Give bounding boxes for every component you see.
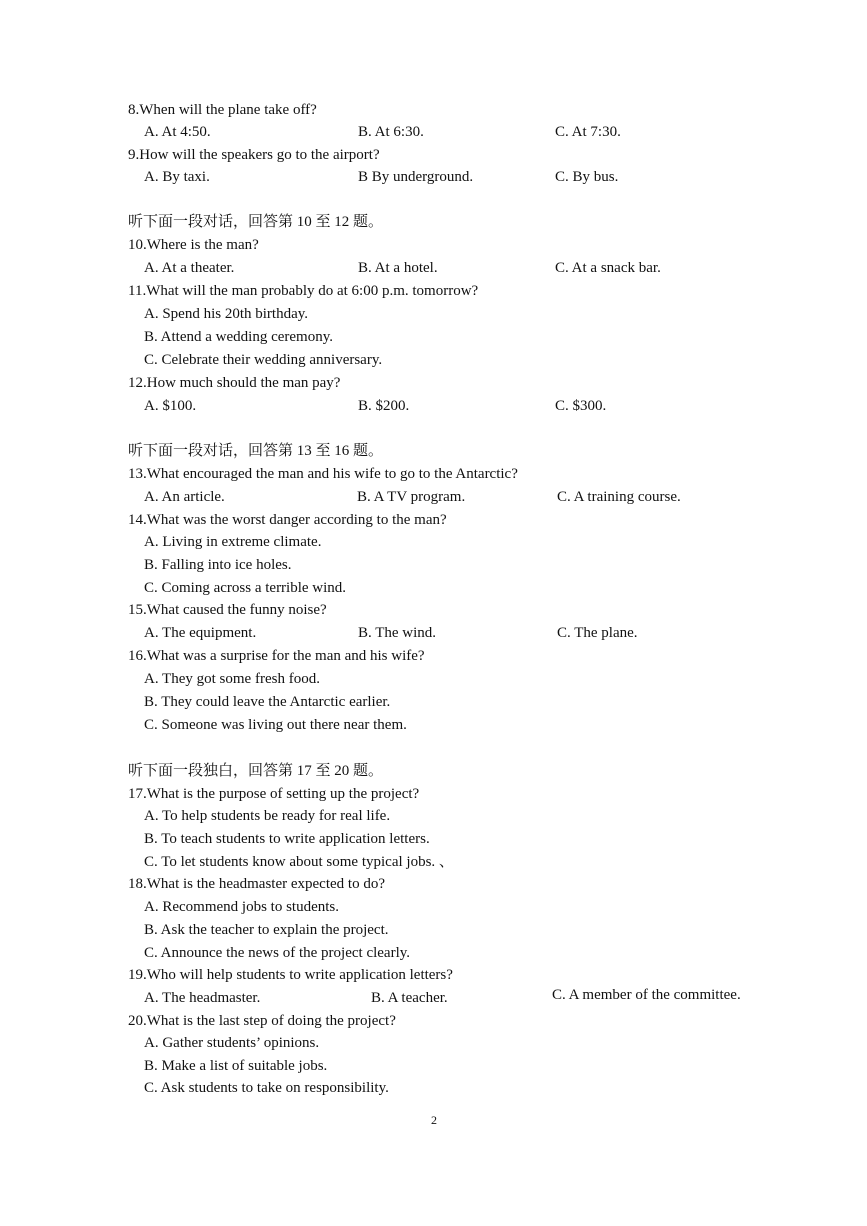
q20-option-c: C. Ask students to take on responsibility. — [144, 1080, 389, 1096]
section-heading-17-20: 听下面一段独白，回答第 17 至 20 题。 — [128, 763, 384, 779]
section-heading-10-12: 听下面一段对话，回答第 10 至 12 题。 — [128, 214, 384, 230]
q19-option-b: B. A teacher. — [371, 990, 448, 1006]
q10-option-b: B. At a hotel. — [358, 260, 438, 276]
q16-option-c: C. Someone was living out there near them. — [144, 717, 407, 733]
q13-option-c: C. A training course. — [557, 489, 681, 505]
q19-option-a: A. The headmaster. — [144, 990, 261, 1006]
q14-option-c: C. Coming across a terrible wind. — [144, 580, 347, 596]
question-12: 12.How much should the man pay? — [128, 375, 341, 391]
q8-option-c: C. At 7:30. — [555, 124, 621, 140]
question-20: 20.What is the last step of doing the project? — [128, 1013, 396, 1029]
q17-option-a: A. To help students be ready for real life. — [144, 808, 391, 824]
question-8: 8.When will the plane take off? — [128, 102, 317, 118]
q16-option-b: B. They could leave the Antarctic earlier. — [144, 694, 391, 710]
question-11: 11.What will the man probably do at 6:00 p.m. tomorrow? — [128, 283, 479, 299]
q15-option-c: C. The plane. — [557, 625, 638, 641]
q9-option-b: B By underground. — [358, 169, 474, 185]
q12-option-a: A. $100. — [144, 398, 197, 414]
q9-option-a: A. By taxi. — [144, 169, 210, 185]
q17-option-c: C. To let students know about some typical jobs. 、 — [144, 854, 454, 870]
q14-option-a: A. Living in extreme climate. — [144, 534, 322, 550]
q18-option-b: B. Ask the teacher to explain the project. — [144, 922, 389, 938]
q11-option-a: A. Spend his 20th birthday. — [144, 306, 309, 322]
q18-option-c: C. Announce the news of the project clearly. — [144, 945, 411, 961]
q14-option-b: B. Falling into ice holes. — [144, 557, 292, 573]
q10-option-a: A. At a theater. — [144, 260, 235, 276]
question-19: 19.Who will help students to write application letters? — [128, 967, 453, 983]
section-heading-13-16: 听下面一段对话，回答第 13 至 16 题。 — [128, 443, 384, 459]
q11-option-b: B. Attend a wedding ceremony. — [144, 329, 333, 345]
question-14: 14.What was the worst danger according to the man? — [128, 512, 447, 528]
q10-option-c: C. At a snack bar. — [555, 260, 661, 276]
question-16: 16.What was a surprise for the man and his wife? — [128, 648, 425, 664]
question-17: 17.What is the purpose of setting up the project? — [128, 786, 420, 802]
q18-option-a: A. Recommend jobs to students. — [144, 899, 339, 915]
q20-option-a: A. Gather students’ opinions. — [144, 1035, 320, 1051]
q9-option-c: C. By bus. — [555, 169, 619, 185]
q17-option-b: B. To teach students to write application letters. — [144, 831, 430, 847]
q20-option-b: B. Make a list of suitable jobs. — [144, 1058, 328, 1074]
q8-option-a: A. At 4:50. — [144, 124, 211, 140]
q8-option-b: B. At 6:30. — [358, 124, 424, 140]
q12-option-c: C. $300. — [555, 398, 607, 414]
q13-option-a: A. An article. — [144, 489, 225, 505]
question-15: 15.What caused the funny noise? — [128, 602, 327, 618]
q15-option-a: A. The equipment. — [144, 625, 257, 641]
page-number: 2 — [431, 1113, 437, 1127]
q15-option-b: B. The wind. — [358, 625, 437, 641]
question-18: 18.What is the headmaster expected to do? — [128, 876, 385, 892]
q12-option-b: B. $200. — [358, 398, 410, 414]
question-13: 13.What encouraged the man and his wife to go to the Antarctic? — [128, 466, 518, 482]
question-9: 9.How will the speakers go to the airport? — [128, 147, 380, 163]
q13-option-b: B. A TV program. — [357, 489, 466, 505]
q16-option-a: A. They got some fresh food. — [144, 671, 320, 687]
q19-option-c: C. A member of the committee. — [552, 987, 741, 1003]
q11-option-c: C. Celebrate their wedding anniversary. — [144, 352, 383, 368]
question-10: 10.Where is the man? — [128, 237, 259, 253]
